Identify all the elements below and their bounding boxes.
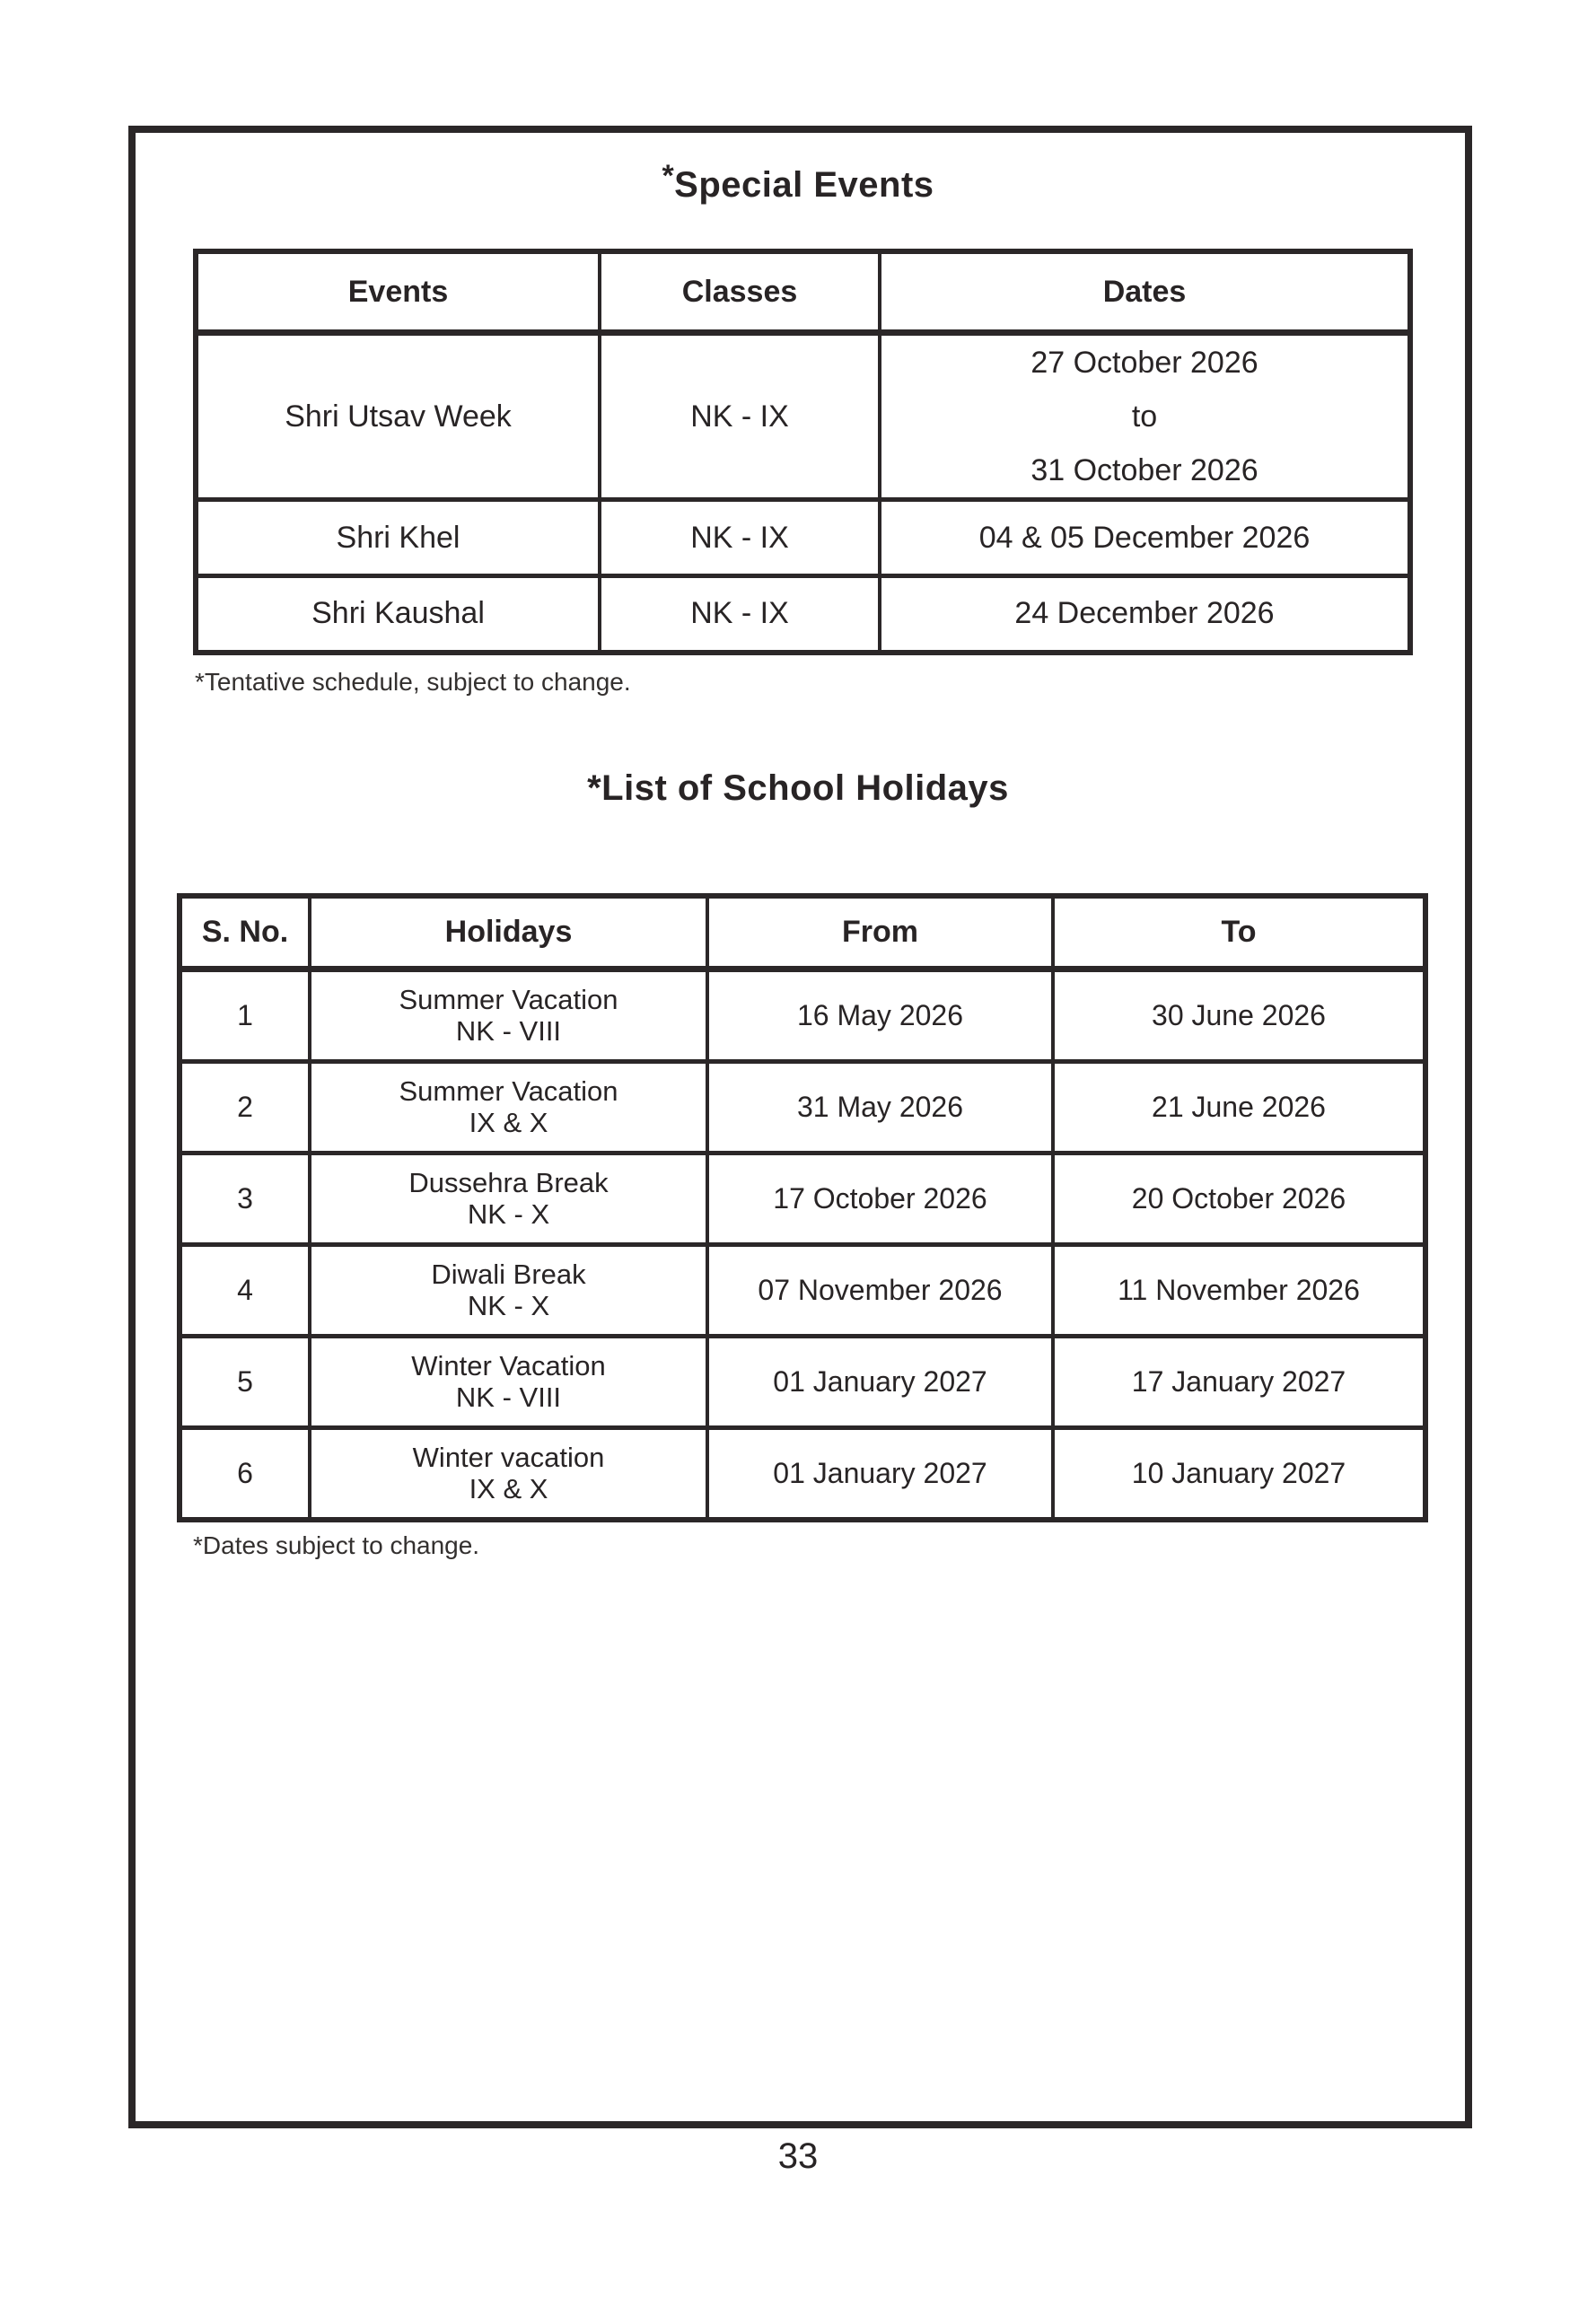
holiday-cell [310,1337,707,1428]
sno-cell: 6 [180,1428,310,1521]
event-cell: Shri Khel [196,500,600,576]
header-cell-from: From [707,896,1053,969]
holiday-name: Diwali Break [431,1258,586,1290]
to-cell: 11 November 2026 [1053,1245,1425,1337]
table-row [180,1153,1425,1245]
holiday-name: Summer Vacation [399,1074,618,1107]
sno-cell: 1 [180,969,310,1062]
to-cell: 17 January 2027 [1053,1337,1425,1428]
table-row [196,500,1410,576]
header-cell-to: To [1053,896,1425,969]
dates-cell [880,333,1410,500]
header-cell-sno: S. No. [180,896,310,969]
special-events-title-text: Special Events [674,165,934,205]
header-cell-holidays: Holidays [310,896,707,969]
holidays-title: *List of School Holidays [587,768,1009,808]
holiday-cell [310,1428,707,1521]
classes-cell: NK - IX [600,500,880,576]
page-number: 33 [777,2136,819,2176]
date-line: to [1131,399,1158,434]
event-cell: Shri Utsav Week [196,333,600,500]
from-cell: 17 October 2026 [707,1153,1053,1245]
table-row [180,1428,1425,1521]
holiday-grades: NK - X [467,1197,550,1230]
holiday-cell [310,1245,707,1337]
from-cell: 01 January 2027 [707,1428,1053,1521]
header-cell-events: Events [196,251,600,333]
sno-cell: 3 [180,1153,310,1245]
holiday-cell [310,1153,707,1245]
from-cell: 16 May 2026 [707,969,1053,1062]
asterisk-superscript: * [662,159,675,193]
holidays-table [177,893,1428,1522]
to-cell: 20 October 2026 [1053,1153,1425,1245]
table-row [180,1337,1425,1428]
table-header-row [180,896,1425,969]
date-line: 31 October 2026 [1030,453,1258,487]
holiday-cell [310,1062,707,1153]
from-cell: 01 January 2027 [707,1337,1053,1428]
from-cell: 31 May 2026 [707,1062,1053,1153]
sno-cell: 2 [180,1062,310,1153]
to-cell: 30 June 2026 [1053,969,1425,1062]
holiday-name: Summer Vacation [399,983,618,1015]
dates-cell: 24 December 2026 [880,576,1410,653]
holiday-name: Winter vacation [412,1441,605,1473]
special-events-title [0,159,1596,206]
header-cell-dates: Dates [880,251,1410,333]
date-range [881,336,1407,497]
date-line: 27 October 2026 [1030,346,1258,380]
dates-cell: 04 & 05 December 2026 [880,500,1410,576]
to-cell: 21 June 2026 [1053,1062,1425,1153]
holidays-footnote: *Dates subject to change. [193,1531,480,1559]
table-row [196,333,1410,500]
holiday-grades: NK - VIII [455,1381,562,1413]
sno-cell: 4 [180,1245,310,1337]
holiday-cell [310,969,707,1062]
holiday-name: Dussehra Break [408,1166,609,1198]
holiday-grades: NK - VIII [455,1014,562,1047]
from-cell: 07 November 2026 [707,1245,1053,1337]
holiday-grades: IX & X [469,1106,548,1138]
table-row [180,969,1425,1062]
header-cell-classes: Classes [600,251,880,333]
classes-cell: NK - IX [600,576,880,653]
to-cell: 10 January 2027 [1053,1428,1425,1521]
classes-cell: NK - IX [600,333,880,500]
table-row [196,576,1410,653]
event-cell: Shri Kaushal [196,576,600,653]
sno-cell: 5 [180,1337,310,1428]
table-row [180,1062,1425,1153]
special-events-table [193,249,1413,655]
holiday-grades: IX & X [469,1472,548,1504]
special-events-footnote: *Tentative schedule, subject to change. [195,668,631,696]
holiday-name: Winter Vacation [411,1349,606,1381]
holiday-grades: NK - X [467,1289,550,1321]
table-header-row [196,251,1410,333]
table-row [180,1245,1425,1337]
